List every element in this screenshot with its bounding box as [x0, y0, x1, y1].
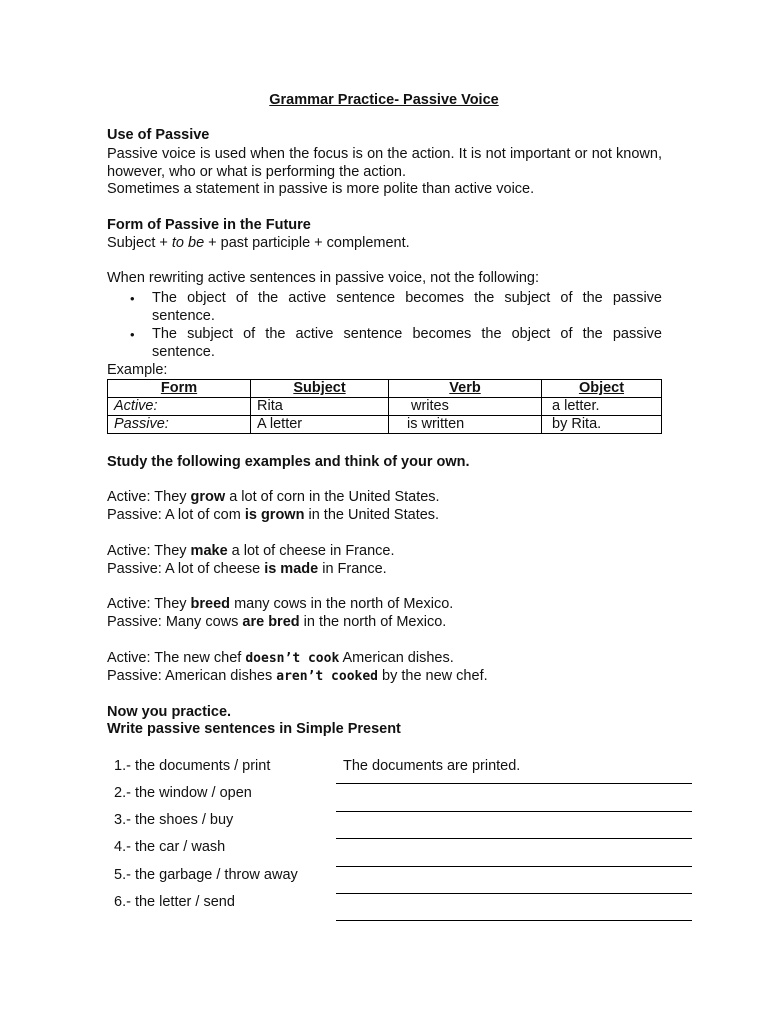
example-passive: Passive: A lot of cheese is made in France.: [107, 561, 387, 577]
table-cell: writes: [389, 398, 542, 416]
bullet-item: The object of the active sentence becomes the subject of the passive sentence.: [152, 290, 662, 324]
table-cell: Passive:: [108, 416, 251, 434]
answer-line[interactable]: [336, 893, 692, 894]
answer-line[interactable]: [336, 866, 692, 867]
table-header: Form: [108, 380, 251, 398]
example-passive: Passive: Many cows are bred in the north of Mexico.: [107, 614, 447, 630]
answer-line[interactable]: [336, 783, 692, 784]
bullet-item: The subject of the active sentence becomes the object of the passive sentence.: [152, 326, 662, 360]
table-header: Verb: [389, 380, 542, 398]
example-label: Example:: [107, 362, 168, 378]
practice-item: 1.- the documents / print: [114, 758, 271, 774]
example-passive: Passive: American dishes aren’t cooked by the new chef.: [107, 668, 488, 684]
table-header: Subject: [251, 380, 389, 398]
table-cell: Rita: [251, 398, 389, 416]
example-active: Active: The new chef doesn’t cook American dishes.: [107, 650, 454, 666]
rewrite-intro: When rewriting active sentences in passive voice, not the following:: [107, 270, 539, 286]
example-active: Active: They grow a lot of corn in the United States.: [107, 489, 440, 505]
answer-text: The documents are printed.: [343, 758, 521, 774]
table-cell: Active:: [108, 398, 251, 416]
example-passive: Passive: A lot of com is grown in the United States.: [107, 507, 440, 523]
practice-item: 5.- the garbage / throw away: [114, 867, 298, 883]
table-cell: A letter: [251, 416, 389, 434]
use-paragraph: Passive voice is used when the focus is on the action. It is not important or not known, however, who or what is performing the action.: [107, 146, 662, 180]
practice-item: 6.- the letter / send: [114, 894, 235, 910]
example-table: [107, 379, 662, 434]
example-active: Active: They make a lot of cheese in France.: [107, 543, 395, 559]
answer-line[interactable]: [336, 838, 692, 839]
practice-item: 4.- the car / wash: [114, 839, 226, 855]
form-heading: Form of Passive in the Future: [107, 217, 311, 233]
page-title: Grammar Practice- Passive Voice: [269, 92, 499, 108]
table-row: [108, 416, 662, 434]
table-header-row: [108, 380, 662, 398]
answer-line[interactable]: [336, 920, 692, 921]
table-cell: by Rita.: [542, 416, 662, 434]
practice-item: 2.- the window / open: [114, 785, 252, 801]
use-heading: Use of Passive: [107, 127, 210, 143]
bullet-icon: •: [130, 327, 135, 342]
form-formula: Subject + to be + past participle + complement.: [107, 235, 410, 251]
study-heading: Study the following examples and think of your own.: [107, 454, 470, 470]
practice-subheading: Write passive sentences in Simple Present: [107, 721, 401, 737]
table-cell: is written: [389, 416, 542, 434]
table-cell: a letter.: [542, 398, 662, 416]
bullet-icon: •: [130, 291, 135, 306]
table-header: Object: [542, 380, 662, 398]
table-row: [108, 398, 662, 416]
practice-item: 3.- the shoes / buy: [114, 812, 234, 828]
answer-line[interactable]: [336, 811, 692, 812]
practice-heading: Now you practice.: [107, 704, 232, 720]
example-active: Active: They breed many cows in the north of Mexico.: [107, 596, 454, 612]
use-paragraph-2: Sometimes a statement in passive is more polite than active voice.: [107, 181, 535, 197]
